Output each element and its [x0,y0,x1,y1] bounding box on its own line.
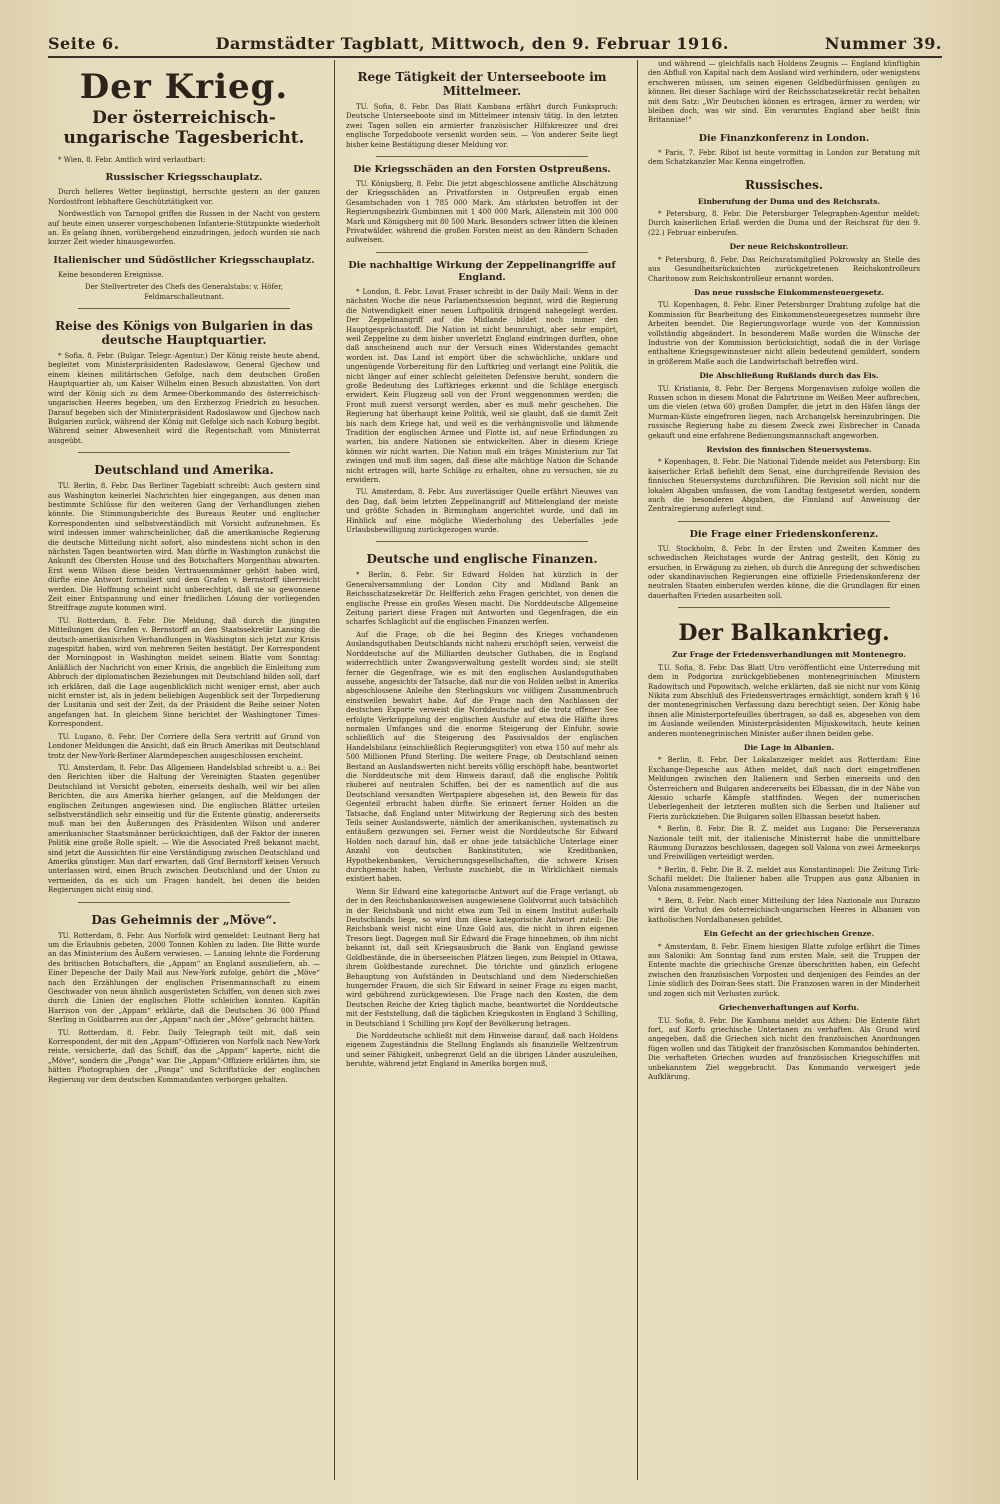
article-heading: Russisches. [744,177,824,192]
article-heading: Deutsche und englische Finanzen. [366,552,598,567]
paragraph: TU. Amsterdam, 8. Febr. Das Allgemeen Handelsblad schreibt u. a.: Bei den Berichten über die Haltung der Vereinigten Staaten gegenüber Deutschland ist Vorsicht geboten, einerseits deshalb, weil wir bei allen Berichten, die aus Amerika hierher gelangen, auf die Meldungen der englischen Zeitungen angewiesen sind. Die englischen Blätter urteilen selbstverständlich sehr einseitig und für die Entente günstig, andererseits muß man bei den Äußerungen des Präsidenten Wilson und anderer amerikanischer Staatsmänner berücksichtigen, daß der Faktor der inneren Politik eine große Rolle spielt. — Wie die Associated Preß bekannt macht, sind jetzt die Aussichten für eine Verständigung zwischen Deutschland und Amerika günstiger. Man darf erwarten, daß Graf Bernstorff keinen Versuch unterlassen wird, einen Bruch zwischen Deutschland und der Union zu vermeiden, da es sich um Fragen handelt, bei denen die beiden Regierungen nicht einig sind. [48,763,320,895]
paragraph: T.U. Sofia, 8. Febr. Die Kambana meldet aus Athen: Die Entente fährt fort, auf Korfu griechische Untertanen zu verhaften. Als Grund wird angegeben, daß die Griechen sich nicht den französischen Anordnungen fügen wollen und das Tätigkeit der französischen Kommandos behinderten. Die verhafteten Griechen wurden auf französischen Kriegsschiffen mit unbekanntem Ziel weggebracht. Das Kommando verweigert jede Aufklärung. [648,1016,920,1081]
separator [376,156,588,157]
paragraph: * Berlin, 8. Febr. Die B. Z. meldet aus Konstantinopel: Die Zeitung Tirk-Schafil meldet: Die Italiener haben alle Truppen aus ganz Albanien in Valona zusammengezogen. [648,865,920,893]
paragraph: TU. Amsterdam, 8. Febr. Aus zuverlässiger Quelle erfährt Nieuwes van den Dag, daß beim letzten Zeppelinangriff auf Mittelengland der meiste und größte Schaden in Birmingham angerichtet wurde, und daß im Hinblick auf eine mögliche Wiederholung des Ueberfalles jede Urlaubsbewilligung zurückgezogen wurde. [346,488,618,535]
subheading: Italienischer und Südöstlicher Kriegsschauplatz. [53,254,315,266]
paragraph: TU. Rotterdam, 8. Febr. Aus Norfolk wird gemeldet: Leutnant Berg hat um die Erlaubnis gebeten, 2000 Tonnen Kohlen zu laden. Die Bitte wurde an das Ministerium des Äußern verwiesen. — Lansing lehnte die Forderung des britischen Botschafters, die „Appam“ an England auszuliefern, ab. — Einer Depesche der Daily Mail aus New-York zufolge, gehört die „Möve“ nach den Erzählungen der englischen Prisenmannschaft zu einem Geschwader von neun ähnlich ausgerüsteten Schiffen, von denen sich zwei durch die Linien der englischen Flotte schleichen konnten. Kapitän Harrison von der „Appam“ erklärte, daß die Deutschen 36 000 Pfund Sterling in Goldbarren aus der „Appam“ nach der „Möve“ gebracht hätten. [48,931,320,1025]
separator [78,308,290,309]
article-heading: Das Geheimnis der „Möve“. [91,912,277,927]
page-number: Seite 6. [48,34,120,53]
paragraph: * Petersburg, 8. Febr. Das Reichsratsmitglied Pokrowsky an Stelle des aus Gesundheitsrücksichten zurückgetretenen Reichskontrolleurs Charitonow zum Reichskontrolleur ernannt worden. [648,255,920,283]
paragraph: TU. Königsberg, 8. Febr. Die jetzt abgeschlossene amtliche Abschätzung der Kriegsschäden an Privatforsten in Ostpreußen ergab einen Gesamtschaden von 1 785 000 Mark. Am stärksten betroffen ist der Regierungsbezirk Gumbinnen mit 1 400 000 Mark, Allenstein mit 300 000 Mark und Königsberg mit 80 500 Mark. Besonders schwer litten die kleinen Privatwälder, während die großen Forsten meist an den Rändern Schaden aufweisen. [346,180,618,245]
paragraph: Nordwestlich von Tarnopol griffen die Russen in der Nacht von gestern auf heute einen unserer vorgeschobenen Infanterie-Stützpunkte wiederholt an. Es gelang ihnen, vorübergehend einzudringen, jedoch wurden sie nach kurzer Zeit wieder hinausgeworfen. [48,210,320,247]
subheading: Zur Frage der Friedensverhandlungen mit Montenegro. [672,650,906,660]
masthead [48,34,942,58]
separator [78,902,290,903]
column-rule [637,60,638,1480]
article-heading: Rege Tätigkeit der Unterseeboote im Mittelmeer. [357,70,607,98]
paragraph: TU. Berlin, 8. Febr. Das Berliner Tageblatt schreibt: Auch gestern sind aus Washington keinerlei Nachrichten hier eingegangen, aus denen man bestimmte Schlüsse für den weiteren Gang der Verhandlungen ziehen könnte. Die Stimmungsberichte des Bureaus Reuter und englischer Korrespondenten sind selbstverständlich mit Vorsicht aufzunehmen. Es wird indessen immer wahrscheinlicher, daß die amerikanische Regierung die deutsche Mitteilung nicht sofort, also mindestens nicht schon in den nächsten Tagen beantworten wird. Man dürfte in Washington zunächst die Ankunft des Obersten House und des Botschafters Morgenthau abwarten. Erst wenn Wilson diese beiden Vertrauensmänner gehört haben wird, dürfte eine Antwort formuliert und dem Grafen v. Bernstorff überreicht werden. Die Hoffnung scheint nicht unberechtigt, daß sie so gewonnene Zeit einer Entspannung und einer friedlichen Lösung der vorliegenden Streitfrage zugute kommen wird. [48,482,320,613]
article-heading: Der österreichisch-ungarische Tagesbericht. [63,108,305,148]
paragraph: Wenn Sir Edward eine kategorische Antwort auf die Frage verlangt, ob der in den Reichsbankausweisen ausgewiesene Goldvorrat auch tatsächlich in der Reichsbank und nicht etwa zum Teil in einem Institut außerhalb Deutschlands liege, so wird ihm diese kategorische Antwort zuteil: Die Reichsbank weist nicht eine Unze Gold aus, die nicht in ihren eigenen Tresors liegt. Dagegen muß Sir Edward die Frage hinnehmen, ob ihm nicht bekannt ist, daß seit Kriegsausbruch die Bank von England gewisse Goldbestände, die in überseeischen Plätzen liegen, zum Beispiel in Ottawa, ihrem Goldbestande zurechnet. Die törichte und gänzlich erlogene Behauptung von Aufständen in Deutschland und dem Niederschießen hungernder Frauen, die sich Sir Edward in seiner Frage zu eigen macht, wird gebührend zurückgewiesen. Die Frage nach den Kosten, die dem Deutschen Reiche der Krieg täglich mache, beantwortet die Norddeutsche mit der Feststellung, daß die täglichen Kriegskosten in England 3 Schilling, in Deutschland 1 Schilling pro Kopf der Bevölkerung betragen. [346,887,618,1028]
article-heading: Deutschland und Amerika. [94,463,274,478]
article-heading: Die Finanzkonferenz in London. [698,132,870,144]
paragraph: Auf die Frage, ob die bei Beginn des Krieges vorhandenen Auslandsguthaben Deutschlands nicht nahezu erschöpft seien, verweist die Norddeutsche auf die Milliarden deutscher Guthaben, die in England widerrechtlich unter Zwangsverwaltung gestellt worden sind; sie stellt ferner die Gegenfrage, wie es mit den englischen Auslandsguthaben aussehe, angesichts der Tatsache, daß nur die von Holden selbst in Amerika abgeschlossene Anleihe den Sterlingskurs vor völligem Zusammenbruch einstweilen bewahrt habe. Auf die Frage nach den Nachlassen der deutschen Exporte verweist die Norddeutsche auf die trotz offener See erfolgte Verkrüppelung der englischen Ausfuhr auf etwa die Hälfte ihres normalen Umfanges und die enorme Steigerung der Einfuhr, sowie schließlich auf die Steigerung des Passivsaldos der englischen Handelsbilanz (einschließlich Regierungsgüter) von etwa 150 auf mehr als 500 Millionen Pfund Sterling. Die weitere Frage, ob Deutschland seinen Bestand an Auslandswerten nicht bereits völlig erschöpft habe, beantwortet die Norddeutsche mit dem Hinweis darauf, daß die englische Politik räuberei auf neutralen Schiffen, bei der es namentlich auf die aus Deutschland versandten Wertpapiere abgesehen ist, den Beweis für das Gegenteil erbracht haben dürfte. Sie erinnert ferner Holden an die Tatsache, daß England unter Mitwirkung der Regierung sich des besten Teils seiner Auslandswerte, nämlich der amerikanischen, systematisch zu entäußern gezwungen sei. Ferner weist die Norddeutsche Sir Edward Holden noch darauf hin, daß er ohne jede tatsächliche Unterlage einer Anzahl von deutschen Bankinstituten, wie Kreditbanken, Hypothekenbanken, Versicherungsgesellschaften, die schwere Krisen durchgemacht haben, Verluste zuschiebt, die in Wirklichkeit niemals existiert haben. [346,630,618,884]
paragraph: T.U. Sofia, 8. Febr. Das Blatt Utro veröffentlicht eine Unterredung mit dem in Podgoriza zurückgebliebenen montenegrinischen Ministern Radowitsch und Popowitsch, welche erklärten, daß sie nicht nur vom König Nikita zum Abschluß des Friedensvertrages ermächtigt, sondern kraft § 16 der montenegrinischen Verfassung dazu berechtigt seien. Der König habe ihnen alle Ministerportefeuilles übertragen, so daß es, abgesehen von dem im Auslande weilenden Ministerpräsidenten Mijuskowitsch, heute keinen anderen montenegrinischen Minister außer ihnen beiden gebe. [648,663,920,738]
paragraph: * Berlin, 8. Febr. Sir Edward Holden hat kürzlich in der Generalversammlung der London City and Midland Bank an Reichsschatzsekretär Dr. Helfferich zehn Fragen gerichtet, von denen die englische Presse ein großes Wesen macht. Die Norddeutsche Allgemeine Zeitung pariert diese Fragen mit Antworten und Gegenfragen, die ein scharfes Schlaglicht auf die englischen Finanzen werfen. [346,571,618,627]
paragraph: * Berlin, 8. Febr. Die B. Z. meldet aus Lugano: Die Perseveranza Nazionale teilt mit, der italienische Ministerrat habe die unmittelbare Räumung Durazzos beschlossen, dagegen soll Valona von zwei Armeekorps und Freiwilligen verteidigt werden. [648,825,920,862]
column-3 [648,60,920,1488]
column-rule [334,60,335,1480]
paragraph: Durch helleres Wetter begünstigt, herrschte gestern an der ganzen Nordostfront lebhaftere Geschütztätigkeit vor. [48,188,320,206]
subheading: Russischer Kriegsschauplatz. [105,172,263,184]
newspaper-title: Darmstädter Tagblatt, Mittwoch, den 9. Februar 1916. [215,34,729,53]
section-title-balkan: Der Balkankrieg. [678,620,890,647]
section-title-war: Der Krieg. [79,67,289,107]
paragraph: TU. Sofia, 8. Febr. Das Blatt Kambana erfährt durch Funkspruch: Deutsche Unterseeboote sind im Mittelmeer intensiv tätig. In den letzten zwei Tagen sollen ein armierter französischer Hilfskreuzer und drei englische Torpedoboote versenkt worden sein. — Von anderer Seite liegt bisher keine Bestätigung dieser Meldung vor. [346,103,618,149]
separator [376,252,588,253]
paragraph: * Kopenhagen, 8. Febr. Die National Tidende meldet aus Petersburg: Ein kaiserlicher Erlaß befiehlt dem Senat, eine durchgreifende Revision des finnischen Steuersystems durchzuführen. Die Revision soll nicht nur die lokalen Abgaben umfassen, die vom Landtag festgesetzt werden, sondern auch die besonderen Abgaben, die Finnland auf Anweisung der Zentralregierung auferlegt sind. [648,458,920,514]
column-2 [346,60,618,1488]
paragraph: TU. Kopenhagen, 8. Febr. Einer Petersburger Drahtung zufolge hat die Kommission für Bearbeitung des Einkommensteuergesetzes nunmehr ihre Arbeiten beendet. Die Regierungsvorlage wurde von der Kommission vollständig abgeändert. In besonderem Maße wurden die Wünsche der Industrie von der Kommission berücksichtigt, sodaß die in der Vorlage enthaltene Kriegsgewinnsteuer nicht allein bedeutend gemildert, sondern in größerem Maße auch die Landwirtschaft betreffen wird. [648,301,920,366]
paragraph: * Petersburg, 8. Febr. Die Petersburger Telegraphen-Agentur meldet: Durch kaiserlichen Erlaß werden die Duma und der Reichsrat für den 9. (22.) Februar einberufen. [648,210,920,237]
paragraph: * Bern, 8. Febr. Nach einer Mitteilung der Idea Nazionale aus Durazzo wird die Vorhut des österreichisch-ungarischen Heeres in Albanien von katholischen Nordalbanesen gebildet. [648,897,920,924]
issue-number: Nummer 39. [824,34,942,53]
subheading: Die Lage in Albanien. [743,742,835,752]
paragraph: * London, 8. Febr. Lovat Fraser schreibt in der Daily Mail: Wenn in der nächsten Woche die neue Parlamentssession beginnt, wird die Regierung die Notwendigkeit einer neuen Luftpolitik dringend nahegelegt werden. Der Zeppelinangriff auf die Midlande bildet noch immer den Hauptgesprächsstoff. Die Nation ist nicht beunruhigt, aber sehr empört, weil Zeppeline zu dem bisher unverletzt England eindringen durften, ohne daß anscheinend auch nur der Versuch eines Widerstandes gemacht worden ist. Das Land ist empört über die schwächliche, unklare und ungenügende Vorbereitung für den Luftkrieg und verlangt eine Politik, die nicht länger auf einer schlecht geleiteten Defensive beruht, sondern die große Bedeutung des Luftkrieges erkennt und die Schläge energisch erwidert. Kein Flugzeug soll von der Front weggenommen werden; die Front muß zuerst versorgt werden, aber es muß mehr geschehen. Die Regierung hat überhaupt keine Politik, weil sie glaubt, daß sie damit Zeit bis nach dem Kriege hat, und weil es die verhängnisvolle und lähmende Tradition der englischen Armee und Flotte ist, auf neue Erfindungen zu warten, bis andere Nationen sie entwickelten. Aber in diesem Kriege können wir nicht warten. Die Nation muß ein träges Ministerium zur Tat zwingen und muß ihm sagen, daß diese alte mächtige Nation die Schande nicht ertragen will, harte Schläge zu erhalten, ohne zu versuchen, sie zu erwidern. [346,287,618,484]
subheading: Der neue Reichskontrolleur. [729,242,849,252]
paragraph: und während — gleichfalls nach Holdens Zeugnis — England künftighin den Abfluß von Kapital nach dem Ausland wird verhindern, oder wenigstens erschweren müssen, um seinen eigenen Geldbedürfnissen genügen zu können. Bei dieser Sachlage wird der Reichsschatzsekretär recht behalten mit dem Satz: „Wir Deutschen können es ertragen, ärmer zu werden; wir bleiben doch, was wir sind. Ein verarmtes England aber heißt finis Britanniae!“ [648,60,920,125]
subheading: Ein Gefecht an der griechischen Grenze. [703,929,875,939]
paragraph: * Wien, 8. Febr. Amtlich wird verlautbart: [58,156,206,164]
subheading: Griechenverhaftungen auf Korfu. [718,1003,860,1013]
paragraph: TU. Rotterdam, 8. Febr. Die Meldung, daß durch die jüngsten Mitteilungen des Grafen v. Bernstorff an den Staatssekretär Lansing die deutsch-amerikanischen Verhandlungen in Washington sich jetzt zur Krisis zugespitzt haben, wird von mehreren Seiten bestätigt. Der Korrespondent der Morningpost in Washington meldet seinem Blatte vom Sonntag: Anläßlich der Nachricht von einer Krisis, die angeblich die Einleitung zum Abbruch der diplomatischen Beziehungen mit Deutschland bilden soll, darf ich erklären, daß die Lage augenblicklich nicht weniger ernst, aber auch nicht ernster ist, als in jedem beliebigen Augenblick seit der Torpedierung der Lusitania und seit der Zeit, da der Präsident die Reihe seiner Noten angefangen hat. In gleichem Sinne berichtet der Washingtoner Times-Korrespondent. [48,616,320,729]
article-heading: Die nachhaltige Wirkung der Zeppelinangriffe auf England. [348,259,616,283]
subheading: Einberufung der Duma und des Reichsrats. [697,196,881,206]
article-heading: Die Frage einer Friedenskonferenz. [689,528,879,540]
paragraph: Keine besonderen Ereignisse. [58,270,164,279]
paragraph: Die Norddeutsche schließt mit dem Hinweise darauf, daß nach Holdens eigenem Zugeständnis die Stellung Englands als finanzielle Weltzentrum und seiner Fähigkeit, unbegrenzt Geld an die übrigen Länder auszuleihen, beruhte, während jetzt England in Amerika borgen muß, [346,1031,618,1069]
subheading: Die Abschließung Rußlands durch das Eis. [699,371,879,381]
paragraph: * Sofia, 8. Febr. (Bulgar. Telegr.-Agentur.) Der König reiste heute abend, begleitet vom Ministerpräsidenten Radoslawow, General Gjechow und einem kleinen militärischen Gefolge, nach dem deutschen Großen Hauptquartier ab, um Kaiser Wilhelm einen Besuch abzustatten. Von dort wird der König sich zu dem Armee-Oberkommando des österreichisch-ungarischen Heeres begeben, um den Erzherzog Friedrich zu besuchen. Darauf begeben sich der Ministerpräsident Radoslawow und Gjechow nach Bulgarien zurück, während der König mit Gefolge sich nach Koburg begibt. Während seiner Abwesenheit wird die Regentschaft vom Ministerrat ausgeübt. [48,352,320,445]
article-heading: Die Kriegsschäden an den Forsten Ostpreußens. [353,164,611,176]
separator [678,521,890,522]
separator [78,452,290,453]
subheading: Das neue russische Einkommensteuergesetz. [694,287,884,297]
column-1 [48,60,320,1488]
signature: Der Stellvertreter des Chefs des Generalstabs: v. Höfer, Feldmarschalleutnant. [85,283,283,301]
separator [376,541,588,542]
article-heading: Reise des Königs von Bulgarien in das deutsche Hauptquartier. [55,319,313,348]
paragraph: TU. Rotterdam, 8. Febr. Daily Telegraph teilt mit, daß sein Korrespondent, der mit den „Appam“-Offizieren von Norfolk nach New-York reiste, versicherte, daß das Schiff, das die „Appam“ kaperte, nicht die „Möve“, sondern die „Ponga“ war. Die „Appam“-Offiziere erklärten ihm, sie hätten Photographien der „Ponga“ und Schriftstücke der englischen Regierung vor dem deutschen Kommandanten verborgen gehalten. [48,1028,320,1084]
paragraph: * Paris, 7. Febr. Ribot ist heute vormittag in London zur Beratung mit dem Schatzkanzler Mac Kenna eingetroffen. [648,148,920,167]
paragraph: * Amsterdam, 8. Febr. Einem hiesigen Blatte zufolge erfährt die Times aus Saloniki: Am Sonntag fand zum ersten Male, seit die Truppen der Entente machte die griechische Grenze überschritten haben, ein Gefecht zwischen den französischen Vorposten und denjenigen des Feindes an der Linie südlich des Doiran-Sees statt. Die Franzosen waren in der Minderheit und zogen sich mit Verlusten zurück. [648,942,920,998]
separator [678,607,890,608]
paragraph: * Berlin, 8. Febr. Der Lokalanzeiger meldet aus Rotterdam: Eine Exchange-Depesche aus Athen meldet, daß nach dort eingetroffenen Meldungen zwischen den Italienern und Serben einerseits und den Österreichern und Bulgaren andererseits bei Elbassan, die in der Nähe von Alessio scharfe Kämpfe stattfinden. Wegen der numerischen Ueberlegenheit der letzteren mußten sich die Serben und Italiener auf Fieris zurückziehen. Die Bulgaren sollen Elbassan besetzt haben. [648,756,920,821]
subheading: Revision des finnischen Steuersystems. [706,445,872,454]
paragraph: TU. Lugano, 8. Febr. Der Corriere della Sera vertritt auf Grund von Londoner Meldungen die Ansicht, daß ein Bruch Amerikas mit Deutschland trotz der New-York-Berliner Alarmdepeschen ausgeschlossen erscheint. [48,732,320,760]
paragraph: TU. Kristiania, 8. Febr. Der Bergens Morgenavisen zufolge wollen die Russen schon in diesem Monat die Fahrtrinne im Weißen Meer aufbrechen, um die vielen (etwa 60) großen Dampfer, die jetzt in den Häfen längs der Murman-Küste eingefroren liegen, nach Archangelsk hereinzubringen. Die russische Regierung habe zu diesem Zweck zwei Eisbrecher in Canada gekauft und eine erfahrene Bedienungsmannschaft angeworben. [648,384,920,440]
paragraph: TU. Stockholm, 8. Febr. In der Ersten und Zweiten Kammer des schwedischen Reichstages wurde der Antrag gestellt, den König zu ersuchen, in Erwägung zu ziehen, ob durch die Anregung der schwedischen oder skandinavischen Regierungen eine offizielle Friedenskonferenz der neutralen Staaten einberufen werden könne, die die Grundlagen für einen dauerhaften Frieden ausarbeiten soll. [648,544,920,600]
